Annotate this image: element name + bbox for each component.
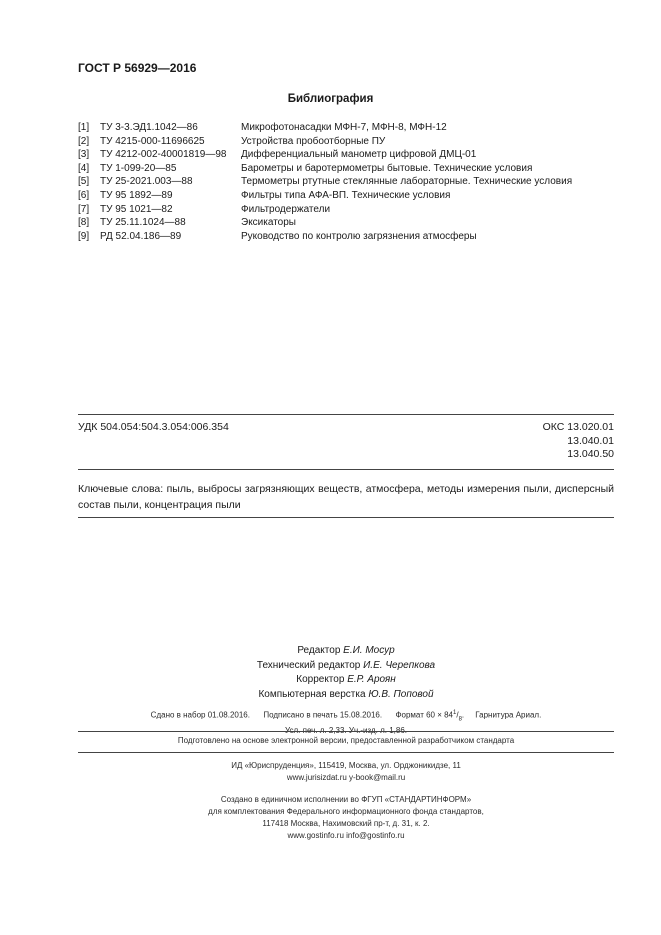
bib-number: [2]	[78, 135, 90, 147]
bib-number: [9]	[78, 230, 90, 242]
bibliography-list	[78, 121, 618, 243]
oks-code: ОКС 13.020.01	[542, 421, 614, 433]
publisher-contacts: www.jurisizdat.ru y-book@mail.ru	[286, 773, 406, 782]
publisher-info	[78, 760, 614, 784]
bibliography-item	[78, 203, 618, 217]
bibliography-item	[78, 230, 618, 244]
bib-description: Микрофотонасадки МФН-7, МФН-8, МФН-12	[241, 122, 447, 133]
bib-description: Устройства пробоотборные ПУ	[241, 135, 386, 147]
divider-source	[78, 752, 614, 753]
bib-description: Термометры ртутные стеклянные лабораторные. Технические условия	[241, 176, 573, 188]
standard-code: ГОСТ Р 56929—2016	[78, 61, 197, 75]
standartinform-contacts: www.gostinfo.ru info@gostinfo.ru	[287, 831, 405, 840]
editor-line: Редактор Е.И. Мосур	[297, 645, 395, 656]
oks-code: 13.040.50	[567, 448, 614, 460]
tech-editor-line: Технический редактор И.Е. Черепкова	[256, 659, 436, 671]
publisher-address: ИД «Юриспруденция», 115419, Москва, ул. Орджоникидзе, 11	[231, 761, 461, 770]
fund-note: для комплектования Федерального информационного фонда стандартов,	[208, 807, 484, 816]
bib-description: Эксикаторы	[241, 217, 296, 229]
bib-code: РД 52.04.186—89	[100, 230, 182, 242]
oks-codes	[543, 421, 614, 462]
bib-description: Дифференциальный манометр цифровой ДМЦ-01	[241, 149, 477, 161]
imprint-source-note: Подготовлено на основе электронной версии, предоставленной разработчиком стандарта	[177, 736, 515, 745]
bib-description: Фильтродержатели	[241, 203, 331, 215]
oks-code: 13.040.01	[567, 434, 614, 447]
bibliography-item	[78, 135, 618, 149]
bibliography-item	[78, 162, 618, 176]
bib-number: [6]	[78, 189, 90, 201]
bibliography-item	[78, 216, 618, 230]
bib-code: ТУ 95 1892—89	[100, 189, 173, 201]
divider-imprint	[78, 731, 614, 732]
bib-description: Фильтры типа АФА-ВП. Технические условия	[241, 189, 451, 201]
bibliography-item	[78, 148, 618, 162]
standartinform-address: 117418 Москва, Нахимовский пр-т, д. 31, к. 2.	[262, 819, 430, 828]
bibliography-item	[78, 189, 618, 203]
layout-line: Компьютерная верстка Ю.В. Поповой	[258, 688, 434, 700]
bib-code: ТУ 4212-002-40001819—98	[100, 149, 227, 161]
divider-top	[78, 414, 614, 415]
bib-code: ТУ 1-099-20—85	[100, 162, 177, 174]
bib-number: [8]	[78, 217, 90, 229]
bib-code: ТУ 4215-000-11696625	[100, 135, 205, 147]
editorial-credits	[78, 644, 614, 702]
divider-bottom	[78, 517, 614, 518]
bib-code: ТУ 25.11.1024—88	[100, 217, 186, 229]
bibliography-item	[78, 175, 618, 189]
imprint-print-info	[78, 707, 614, 737]
divider-middle	[78, 469, 614, 470]
creation-note: Создано в единичном исполнении во ФГУП «СТАНДАРТИНФОРМ»	[220, 795, 472, 804]
bib-number: [4]	[78, 162, 90, 174]
keywords-text: Ключевые слова: пыль, выбросы загрязняющих веществ, атмосфера, методы измерения пыли, дисперсный состав пыли, концентрация пыли	[78, 483, 614, 511]
bibliography-item	[78, 121, 618, 135]
udk-code: УДК 504.054:504.3.054:006.354	[78, 421, 229, 433]
bib-description: Барометры и баротермометры бытовые. Технические условия	[241, 162, 533, 174]
bib-number: [5]	[78, 176, 90, 188]
corrector-line: Корректор Е.Р. Ароян	[296, 674, 396, 685]
standartinform-info	[78, 794, 614, 842]
bib-number: [1]	[78, 122, 90, 133]
bib-number: [7]	[78, 203, 90, 215]
bib-code: ТУ 95 1021—82	[100, 203, 173, 215]
imprint-line-2: Усл. печ. л. 2,33. Уч.-изд. л. 1,86.	[284, 726, 408, 736]
bibliography-title: Библиография	[287, 93, 374, 105]
bib-code: ТУ 25-2021.003—88	[100, 176, 193, 188]
imprint-line-1: Сдано в набор 01.08.2016. Подписано в печать 15.08.2016. Формат $60 \times 84^1/_8$. Гарнитура Ариал.	[150, 710, 542, 723]
bib-description: Руководство по контролю загрязнения атмосферы	[241, 230, 477, 242]
bib-number: [3]	[78, 149, 90, 161]
bib-code: ТУ 3-3.ЭД1.1042—86	[100, 122, 198, 133]
